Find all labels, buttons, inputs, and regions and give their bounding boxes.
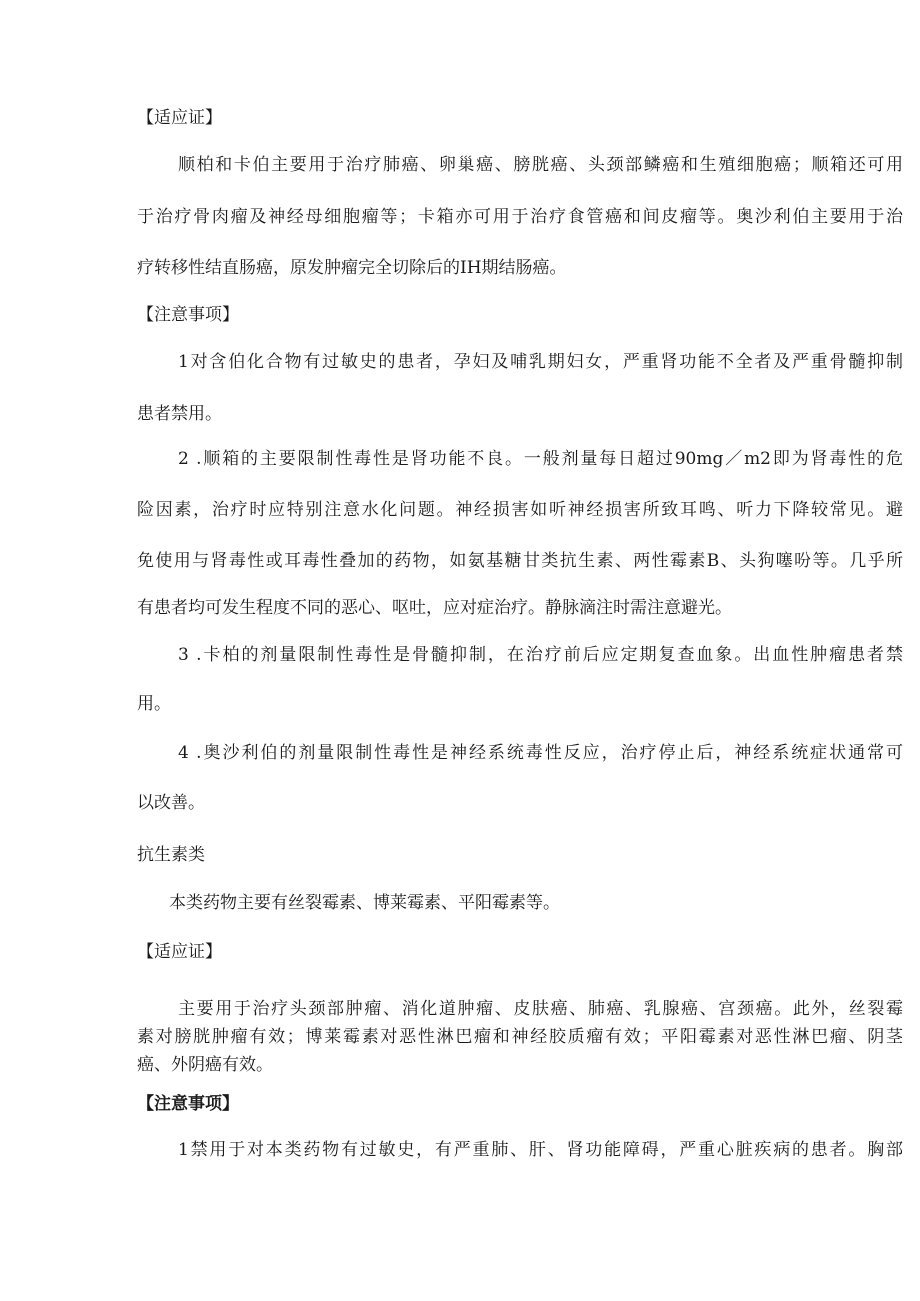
paragraph-line: 疗转移性结直肠癌，原发肿瘤完全切除后的IH期结肠癌。 <box>137 258 567 278</box>
paragraph-line: 癌、外阴癌有效。 <box>137 1055 273 1075</box>
paragraph-line: 素对膀胱肿瘤有效；博莱霉素对恶性淋巴瘤和神经胶质瘤有效；平阳霉素对恶性淋巴瘤、阴茎 <box>137 1027 903 1047</box>
paragraph-line: 1对含伯化合物有过敏史的患者，孕妇及哺乳期妇女，严重肾功能不全者及严重骨髓抑制 <box>178 352 903 372</box>
paragraph-line: 用。 <box>137 694 171 714</box>
paragraph-line: 3 .卡柏的剂量限制性毒性是骨髓抑制，在治疗前后应定期复查血象。出血性肿瘤患者禁 <box>178 645 903 665</box>
paragraph-line: 1禁用于对本类药物有过敏史，有严重肺、肝、肾功能障碍，严重心脏疾病的患者。胸部 <box>178 1140 903 1160</box>
paragraph-line: 于治疗骨肉瘤及神经母细胞瘤等；卡箱亦可用于治疗食管癌和间皮瘤等。奥沙利伯主要用于治 <box>137 207 903 227</box>
section-title: 抗生素类 <box>137 845 205 865</box>
indications-heading: 【适应证】 <box>137 942 222 962</box>
precautions-heading: 【注意事项】 <box>137 305 239 325</box>
paragraph-line: 以改善。 <box>137 793 205 813</box>
paragraph-line: 主要用于治疗头颈部肿瘤、消化道肿瘤、皮肤癌、肺癌、乳腺癌、宫颈癌。此外，丝裂霉 <box>178 999 903 1019</box>
paragraph-line: 顺柏和卡伯主要用于治疗肺癌、卵巢癌、膀胱癌、头颈部鳞癌和生殖细胞癌；顺箱还可用 <box>178 155 903 175</box>
paragraph-line: 2 .顺箱的主要限制性毒性是肾功能不良。一般剂量每日超过90mg／m2即为肾毒性的危 <box>178 449 903 469</box>
paragraph-line: 有患者均可发生程度不同的恶心、呕吐，应对症治疗。静脉滴注时需注意避光。 <box>137 598 732 618</box>
indications-heading: 【适应证】 <box>137 108 222 128</box>
paragraph-line: 患者禁用。 <box>137 404 222 424</box>
paragraph-line: 免使用与肾毒性或耳毒性叠加的药物，如氨基糖甘类抗生素、两性霉素B、头狗噻吩等。几乎所 <box>137 551 903 571</box>
paragraph-line: 险因素，治疗时应特别注意水化问题。神经损害如听神经损害所致耳鸣、听力下降较常见。避 <box>137 500 903 520</box>
paragraph-line: 4 .奥沙利伯的剂量限制性毒性是神经系统毒性反应，治疗停止后，神经系统症状通常可 <box>178 743 903 763</box>
precautions-heading: 【注意事项】 <box>137 1094 239 1114</box>
paragraph-line: 本类药物主要有丝裂霉素、博莱霉素、平阳霉素等。 <box>169 893 560 913</box>
